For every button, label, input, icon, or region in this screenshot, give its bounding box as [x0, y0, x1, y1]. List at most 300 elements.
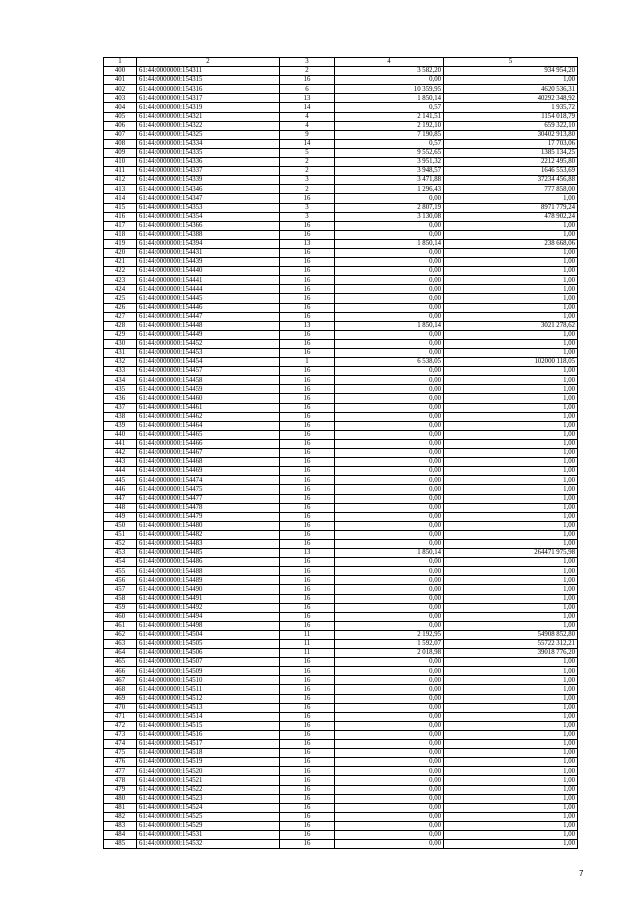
value-cell: 1,00 [444, 349, 578, 358]
cadastral-number-cell: 61:44:0000000:154347 [137, 194, 280, 203]
cadastral-number-cell: 61:44:0000000:154482 [137, 530, 280, 539]
cadastral-number-cell: 61:44:0000000:154449 [137, 330, 280, 339]
group-cell: 16 [280, 339, 335, 348]
row-number-cell: 461 [104, 621, 137, 630]
row-number-cell: 409 [104, 148, 137, 157]
cadastral-number-cell: 61:44:0000000:154488 [137, 567, 280, 576]
row-number-cell: 444 [104, 467, 137, 476]
row-number-cell: 459 [104, 603, 137, 612]
value-cell: 478 902,24 [444, 212, 578, 221]
cadastral-number-cell: 61:44:0000000:154468 [137, 458, 280, 467]
table-row [104, 212, 578, 221]
value-cell: 1,00 [444, 403, 578, 412]
area-cell: 0,00 [335, 403, 444, 412]
value-cell: 39018 776,20 [444, 649, 578, 658]
value-cell: 1,00 [444, 476, 578, 485]
table-row [104, 248, 578, 257]
table-row [104, 76, 578, 85]
table-row [104, 394, 578, 403]
cadastral-number-cell: 61:44:0000000:154483 [137, 539, 280, 548]
table-row [104, 230, 578, 239]
cadastral-number-cell: 61:44:0000000:154315 [137, 76, 280, 85]
cadastral-number-cell: 61:44:0000000:154366 [137, 221, 280, 230]
table-row [104, 139, 578, 148]
group-cell: 16 [280, 521, 335, 530]
table-row [104, 112, 578, 121]
area-cell: 0,00 [335, 267, 444, 276]
value-cell: 17 703,06 [444, 139, 578, 148]
cadastral-number-cell: 61:44:0000000:154532 [137, 840, 280, 849]
area-cell: 0,00 [335, 667, 444, 676]
row-number-cell: 454 [104, 558, 137, 567]
value-cell: 1,00 [444, 730, 578, 739]
group-cell: 4 [280, 121, 335, 130]
table-row [104, 358, 578, 367]
cadastral-number-cell: 61:44:0000000:154337 [137, 167, 280, 176]
cadastral-number-cell: 61:44:0000000:154515 [137, 721, 280, 730]
cadastral-number-cell: 61:44:0000000:154477 [137, 494, 280, 503]
cadastral-number-cell: 61:44:0000000:154336 [137, 158, 280, 167]
table-row [104, 521, 578, 530]
area-cell: 0,00 [335, 294, 444, 303]
area-cell: 0,00 [335, 812, 444, 821]
row-number-cell: 441 [104, 439, 137, 448]
cadastral-number-cell: 61:44:0000000:154519 [137, 758, 280, 767]
value-cell: 1,00 [444, 221, 578, 230]
group-cell: 1 [280, 358, 335, 367]
group-cell: 11 [280, 640, 335, 649]
area-cell: 0,00 [335, 585, 444, 594]
table-row [104, 439, 578, 448]
area-cell: 0,00 [335, 776, 444, 785]
table-row [104, 421, 578, 430]
group-cell: 16 [280, 667, 335, 676]
row-number-cell: 455 [104, 567, 137, 576]
row-number-cell: 465 [104, 658, 137, 667]
group-cell: 16 [280, 494, 335, 503]
cadastral-number-cell: 61:44:0000000:154454 [137, 358, 280, 367]
value-cell: 1,00 [444, 576, 578, 585]
area-cell: 1 296,43 [335, 185, 444, 194]
value-cell: 1154 018,79 [444, 112, 578, 121]
row-number-cell: 450 [104, 521, 137, 530]
table-row [104, 676, 578, 685]
row-number-cell: 413 [104, 185, 137, 194]
cadastral-number-cell: 61:44:0000000:154516 [137, 730, 280, 739]
row-number-cell: 452 [104, 539, 137, 548]
value-cell: 1,00 [444, 830, 578, 839]
row-number-cell: 473 [104, 730, 137, 739]
row-number-cell: 421 [104, 258, 137, 267]
table-row [104, 740, 578, 749]
table-row [104, 703, 578, 712]
area-cell: 1 850,14 [335, 549, 444, 558]
cadastral-number-cell: 61:44:0000000:154510 [137, 676, 280, 685]
group-cell: 16 [280, 530, 335, 539]
area-cell: 3 582,20 [335, 67, 444, 76]
area-cell: 0,00 [335, 803, 444, 812]
area-cell: 2 192,95 [335, 630, 444, 639]
group-cell: 16 [280, 594, 335, 603]
value-cell: 1,00 [444, 821, 578, 830]
area-cell: 0,00 [335, 412, 444, 421]
table-row [104, 776, 578, 785]
table-row [104, 758, 578, 767]
row-number-cell: 482 [104, 812, 137, 821]
table-row [104, 258, 578, 267]
cadastral-number-cell: 61:44:0000000:154509 [137, 667, 280, 676]
area-cell: 0,00 [335, 494, 444, 503]
table-row [104, 194, 578, 203]
table-row [104, 412, 578, 421]
table-row [104, 267, 578, 276]
row-number-cell: 429 [104, 330, 137, 339]
row-number-cell: 451 [104, 530, 137, 539]
area-cell: 0,00 [335, 767, 444, 776]
table-row [104, 840, 578, 849]
row-number-cell: 462 [104, 630, 137, 639]
table-row [104, 558, 578, 567]
cadastral-number-cell: 61:44:0000000:154523 [137, 794, 280, 803]
table-row [104, 312, 578, 321]
row-number-cell: 427 [104, 312, 137, 321]
table-row [104, 694, 578, 703]
value-cell: 1,00 [444, 76, 578, 85]
group-cell: 16 [280, 403, 335, 412]
cadastral-number-cell: 61:44:0000000:154478 [137, 503, 280, 512]
group-cell: 16 [280, 258, 335, 267]
group-cell: 16 [280, 485, 335, 494]
group-cell: 16 [280, 430, 335, 439]
cadastral-number-cell: 61:44:0000000:154507 [137, 658, 280, 667]
cadastral-number-cell: 61:44:0000000:154486 [137, 558, 280, 567]
value-cell: 1,00 [444, 385, 578, 394]
column-header-5: 5 [444, 58, 578, 67]
row-number-cell: 415 [104, 203, 137, 212]
group-cell: 16 [280, 349, 335, 358]
area-cell: 0,00 [335, 449, 444, 458]
row-number-cell: 414 [104, 194, 137, 203]
cadastral-number-cell: 61:44:0000000:154322 [137, 121, 280, 130]
table-header-row [104, 58, 578, 67]
table-row [104, 385, 578, 394]
row-number-cell: 476 [104, 758, 137, 767]
row-number-cell: 433 [104, 367, 137, 376]
group-cell: 16 [280, 376, 335, 385]
table-row [104, 658, 578, 667]
area-cell: 0,00 [335, 621, 444, 630]
value-cell: 1,00 [444, 612, 578, 621]
cadastral-number-cell: 61:44:0000000:154316 [137, 85, 280, 94]
row-number-cell: 423 [104, 276, 137, 285]
cadastral-number-cell: 61:44:0000000:154462 [137, 412, 280, 421]
cadastral-number-cell: 61:44:0000000:154474 [137, 476, 280, 485]
area-cell: 0,00 [335, 530, 444, 539]
area-cell: 0,00 [335, 458, 444, 467]
cadastral-number-cell: 61:44:0000000:154464 [137, 421, 280, 430]
group-cell: 14 [280, 139, 335, 148]
cadastral-number-cell: 61:44:0000000:154514 [137, 712, 280, 721]
value-cell: 238 668,06 [444, 239, 578, 248]
value-cell: 1,00 [444, 740, 578, 749]
area-cell: 0,00 [335, 230, 444, 239]
group-cell: 16 [280, 539, 335, 548]
table-row [104, 330, 578, 339]
table-row [104, 67, 578, 76]
table-row [104, 785, 578, 794]
cadastral-number-cell: 61:44:0000000:154459 [137, 385, 280, 394]
value-cell: 1,00 [444, 330, 578, 339]
table-row [104, 239, 578, 248]
table-row [104, 376, 578, 385]
value-cell: 1,00 [444, 676, 578, 685]
row-number-cell: 467 [104, 676, 137, 685]
cadastral-number-cell: 61:44:0000000:154522 [137, 785, 280, 794]
group-cell: 16 [280, 803, 335, 812]
table-row [104, 349, 578, 358]
table-row [104, 121, 578, 130]
area-cell: 0,00 [335, 476, 444, 485]
row-number-cell: 404 [104, 103, 137, 112]
table-row [104, 158, 578, 167]
group-cell: 16 [280, 840, 335, 849]
group-cell: 5 [280, 148, 335, 157]
cadastral-number-cell: 61:44:0000000:154489 [137, 576, 280, 585]
cadastral-number-cell: 61:44:0000000:154491 [137, 594, 280, 603]
table-row [104, 176, 578, 185]
cadastral-number-cell: 61:44:0000000:154325 [137, 130, 280, 139]
cadastral-number-cell: 61:44:0000000:154339 [137, 176, 280, 185]
area-cell: 2 141,51 [335, 112, 444, 121]
table-row [104, 103, 578, 112]
table-row [104, 767, 578, 776]
column-header-2: 2 [137, 58, 280, 67]
table-row [104, 603, 578, 612]
area-cell: 0,00 [335, 658, 444, 667]
group-cell: 16 [280, 712, 335, 721]
value-cell: 777 858,00 [444, 185, 578, 194]
group-cell: 16 [280, 685, 335, 694]
cadastral-number-cell: 61:44:0000000:154494 [137, 612, 280, 621]
table-row [104, 503, 578, 512]
value-cell: 1,00 [444, 567, 578, 576]
area-cell: 0,00 [335, 303, 444, 312]
area-cell: 0,00 [335, 503, 444, 512]
row-number-cell: 448 [104, 503, 137, 512]
area-cell: 0,00 [335, 312, 444, 321]
row-number-cell: 430 [104, 339, 137, 348]
value-cell: 1,00 [444, 767, 578, 776]
group-cell: 16 [280, 721, 335, 730]
cadastral-number-cell: 61:44:0000000:154346 [137, 185, 280, 194]
row-number-cell: 410 [104, 158, 137, 167]
table-row [104, 585, 578, 594]
value-cell: 1,00 [444, 812, 578, 821]
cadastral-number-cell: 61:44:0000000:154513 [137, 703, 280, 712]
group-cell: 3 [280, 203, 335, 212]
area-cell: 0,00 [335, 612, 444, 621]
row-number-cell: 443 [104, 458, 137, 467]
group-cell: 16 [280, 294, 335, 303]
value-cell: 1,00 [444, 803, 578, 812]
area-cell: 0,00 [335, 485, 444, 494]
value-cell: 1,00 [444, 303, 578, 312]
area-cell: 0,57 [335, 139, 444, 148]
value-cell: 1,00 [444, 376, 578, 385]
area-cell: 0,00 [335, 712, 444, 721]
row-number-cell: 481 [104, 803, 137, 812]
group-cell: 16 [280, 330, 335, 339]
value-cell: 1,00 [444, 503, 578, 512]
group-cell: 13 [280, 321, 335, 330]
group-cell: 16 [280, 676, 335, 685]
cadastral-number-cell: 61:44:0000000:154452 [137, 339, 280, 348]
page-number: 7 [579, 869, 584, 878]
area-cell: 1 850,14 [335, 94, 444, 103]
value-cell: 1,00 [444, 721, 578, 730]
cadastral-number-cell: 61:44:0000000:154480 [137, 521, 280, 530]
row-number-cell: 424 [104, 285, 137, 294]
table-row [104, 130, 578, 139]
row-number-cell: 425 [104, 294, 137, 303]
cadastral-number-cell: 61:44:0000000:154460 [137, 394, 280, 403]
row-number-cell: 436 [104, 394, 137, 403]
table-row [104, 221, 578, 230]
table-row [104, 321, 578, 330]
table-row [104, 430, 578, 439]
value-cell: 2212 495,80 [444, 158, 578, 167]
cadastral-number-cell: 61:44:0000000:154518 [137, 749, 280, 758]
cadastral-number-cell: 61:44:0000000:154448 [137, 321, 280, 330]
area-cell: 1 850,14 [335, 321, 444, 330]
area-cell: 0,00 [335, 694, 444, 703]
row-number-cell: 438 [104, 412, 137, 421]
row-number-cell: 478 [104, 776, 137, 785]
value-cell: 1,00 [444, 530, 578, 539]
table-row [104, 821, 578, 830]
group-cell: 16 [280, 703, 335, 712]
value-cell: 1,00 [444, 485, 578, 494]
value-cell: 934 954,20 [444, 67, 578, 76]
cadastral-number-cell: 61:44:0000000:154354 [137, 212, 280, 221]
area-cell: 0,00 [335, 512, 444, 521]
area-cell: 0,00 [335, 821, 444, 830]
table-row [104, 148, 578, 157]
row-number-cell: 405 [104, 112, 137, 121]
value-cell: 1,00 [444, 421, 578, 430]
group-cell: 16 [280, 303, 335, 312]
table-row [104, 185, 578, 194]
group-cell: 16 [280, 285, 335, 294]
value-cell: 1,00 [444, 521, 578, 530]
area-cell: 0,00 [335, 439, 444, 448]
table-row [104, 621, 578, 630]
table-row [104, 458, 578, 467]
area-cell: 0,00 [335, 749, 444, 758]
value-cell: 55722 312,21 [444, 640, 578, 649]
table-row [104, 85, 578, 94]
group-cell: 9 [280, 130, 335, 139]
cadastral-number-cell: 61:44:0000000:154525 [137, 812, 280, 821]
value-cell: 37234 456,88 [444, 176, 578, 185]
table-row [104, 567, 578, 576]
group-cell: 16 [280, 394, 335, 403]
value-cell: 1,00 [444, 367, 578, 376]
group-cell: 13 [280, 94, 335, 103]
group-cell: 16 [280, 576, 335, 585]
area-cell: 9 552,65 [335, 148, 444, 157]
table-row [104, 685, 578, 694]
cadastral-number-cell: 61:44:0000000:154461 [137, 403, 280, 412]
area-cell: 10 359,95 [335, 85, 444, 94]
cadastral-number-cell: 61:44:0000000:154319 [137, 103, 280, 112]
group-cell: 16 [280, 830, 335, 839]
group-cell: 16 [280, 194, 335, 203]
cadastral-number-cell: 61:44:0000000:154524 [137, 803, 280, 812]
cadastral-number-cell: 61:44:0000000:154505 [137, 640, 280, 649]
row-number-cell: 468 [104, 685, 137, 694]
cadastral-number-cell: 61:44:0000000:154512 [137, 694, 280, 703]
row-number-cell: 484 [104, 830, 137, 839]
value-cell: 1,00 [444, 267, 578, 276]
group-cell: 16 [280, 230, 335, 239]
table-row [104, 512, 578, 521]
group-cell: 2 [280, 67, 335, 76]
area-cell: 7 190,85 [335, 130, 444, 139]
area-cell: 0,00 [335, 394, 444, 403]
cadastral-number-cell: 61:44:0000000:154439 [137, 258, 280, 267]
value-cell: 1,00 [444, 758, 578, 767]
value-cell: 1,00 [444, 312, 578, 321]
area-cell: 0,00 [335, 367, 444, 376]
cadastral-number-cell: 61:44:0000000:154490 [137, 585, 280, 594]
value-cell: 1,00 [444, 621, 578, 630]
row-number-cell: 408 [104, 139, 137, 148]
group-cell: 16 [280, 276, 335, 285]
row-number-cell: 474 [104, 740, 137, 749]
cadastral-number-cell: 61:44:0000000:154440 [137, 267, 280, 276]
table-row [104, 94, 578, 103]
value-cell: 1,00 [444, 449, 578, 458]
row-number-cell: 472 [104, 721, 137, 730]
group-cell: 16 [280, 785, 335, 794]
group-cell: 16 [280, 694, 335, 703]
area-cell: 0,00 [335, 521, 444, 530]
group-cell: 6 [280, 85, 335, 94]
group-cell: 16 [280, 603, 335, 612]
cadastral-number-cell: 61:44:0000000:154444 [137, 285, 280, 294]
area-cell: 0,00 [335, 567, 444, 576]
area-cell: 0,00 [335, 467, 444, 476]
table-row [104, 449, 578, 458]
group-cell: 16 [280, 794, 335, 803]
table-row [104, 812, 578, 821]
area-cell: 0,00 [335, 539, 444, 548]
table-row [104, 485, 578, 494]
column-header-4: 4 [335, 58, 444, 67]
group-cell: 16 [280, 312, 335, 321]
area-cell: 0,00 [335, 430, 444, 439]
cadastral-number-cell: 61:44:0000000:154394 [137, 239, 280, 248]
cadastral-number-cell: 61:44:0000000:154475 [137, 485, 280, 494]
group-cell: 16 [280, 458, 335, 467]
table-row [104, 476, 578, 485]
row-number-cell: 428 [104, 321, 137, 330]
area-cell: 1 850,14 [335, 239, 444, 248]
value-cell: 1,00 [444, 248, 578, 257]
group-cell: 4 [280, 112, 335, 121]
value-cell: 102000 118,05 [444, 358, 578, 367]
